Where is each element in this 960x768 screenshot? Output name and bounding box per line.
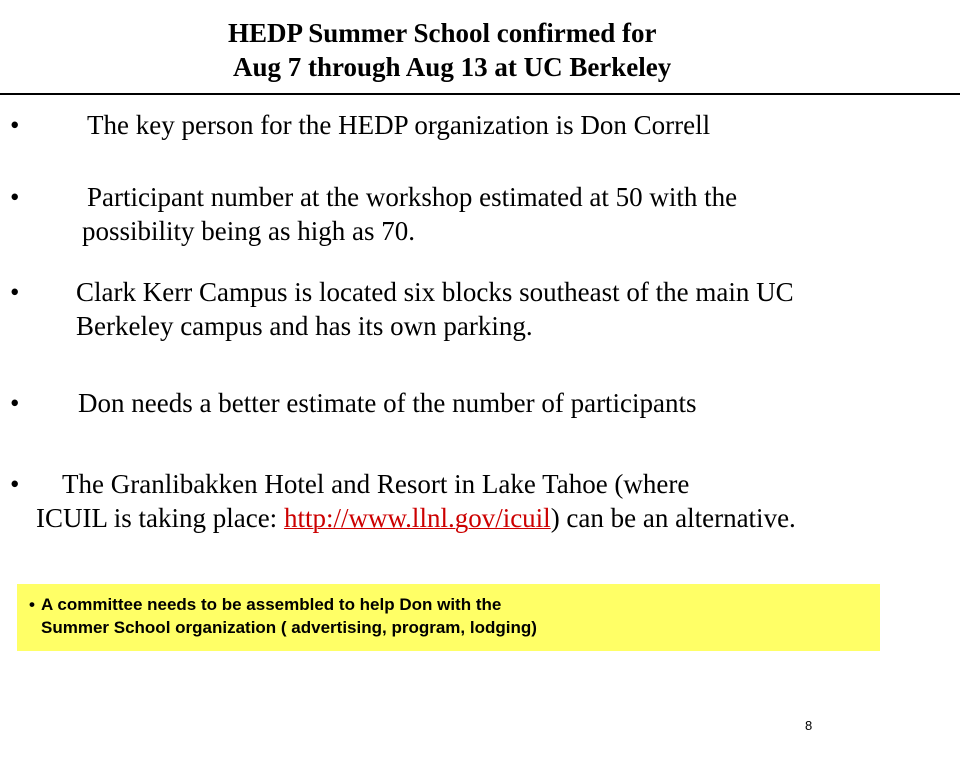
link-prefix-text: ICUIL is taking place: <box>36 503 284 533</box>
bullet-text: Participant number at the workshop estimated at 50 with the <box>87 182 738 212</box>
page-number: 8 <box>805 718 813 733</box>
bullet-text: The Granlibakken Hotel and Resort in Lake Tahoe (where <box>62 469 690 499</box>
bullet-dot: • <box>10 469 20 499</box>
title-line-1: HEDP Summer School confirmed for <box>228 18 657 48</box>
bullet-text: Clark Kerr Campus is located six blocks southeast of the main UC <box>76 277 794 307</box>
bullet-text-continued <box>36 501 796 535</box>
bullet-text: Don needs a better estimate of the number of participants <box>78 388 697 418</box>
bullet-dot: • <box>10 182 20 212</box>
bullet-text-continued: Berkeley campus and has its own parking. <box>76 311 533 341</box>
bullet-dot: • <box>10 277 20 307</box>
note-line-1: A committee needs to be assembled to help Don with the <box>41 595 502 614</box>
title-divider <box>0 93 960 95</box>
note-line-2: Summer School organization ( advertising, program, lodging) <box>41 618 537 637</box>
bullet-dot: • <box>10 388 20 418</box>
note-bullet-dot: • <box>29 595 35 614</box>
bullet-dot: • <box>10 110 20 140</box>
bullet-text: The key person for the HEDP organization is Don Correll <box>87 110 711 140</box>
link-suffix-text: ) can be an alternative. <box>550 503 796 533</box>
icuil-link[interactable]: http://www.llnl.gov/icuil <box>283 503 551 533</box>
committee-note-box <box>17 584 880 651</box>
title-line-2: Aug 7 through Aug 13 at UC Berkeley <box>233 52 672 82</box>
bullet-text-continued: possibility being as high as 70. <box>82 216 415 246</box>
